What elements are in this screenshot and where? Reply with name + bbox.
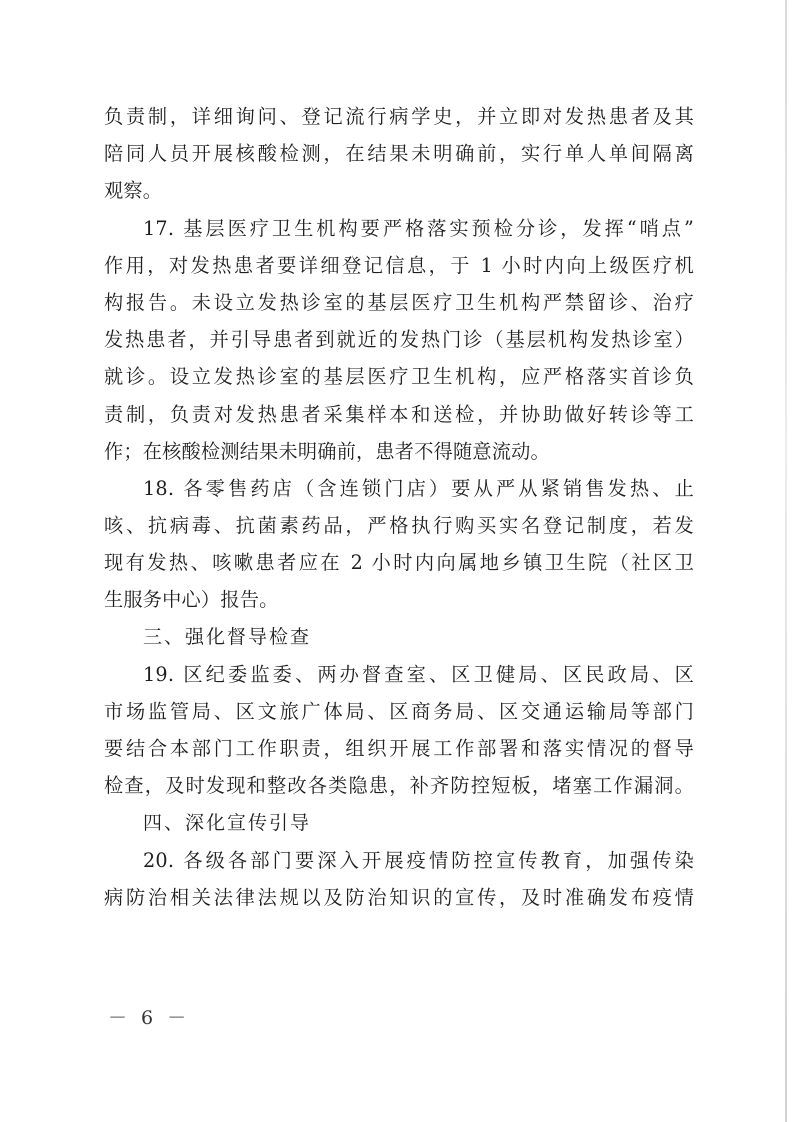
text-line: 负责制，详细询问、登记流行病学史，并立即对发热患者及其 [104, 105, 694, 128]
text-line: 18. 各零售药店（含连锁门店）要从严从紧销售发热、止 [143, 476, 694, 500]
section-heading: 三、强化督导检查 [143, 625, 312, 648]
scan-edge-shadow [785, 0, 787, 1122]
text-line: 就诊。设立发热诊室的基层医疗卫生机构，应严格落实首诊负 [104, 365, 694, 389]
page-number: － 6 － [108, 1007, 191, 1029]
text-line: 咳、抗病毒、抗菌素药品，严格执行购买实名登记制度，若发 [104, 514, 694, 538]
text-line: 作用，对发热患者要详细登记信息，于 1 小时内向上级医疗机 [104, 253, 694, 277]
document-body [104, 98, 694, 916]
text-line: 构报告。未设立发热诊室的基层医疗卫生机构严禁留诊、治疗 [104, 290, 694, 314]
text-line: 17. 基层医疗卫生机构要严格落实预检分诊，发挥“哨点” [143, 216, 694, 240]
text-line: 生服务中心）报告。 [104, 588, 279, 612]
section-heading: 四、深化宣传引导 [143, 811, 312, 834]
text-line: 现有发热、咳嗽患者应在 2 小时内向属地乡镇卫生院（社区卫 [104, 551, 694, 575]
text-line: 作；在核酸检测结果未明确前，患者不得随意流动。 [104, 439, 550, 463]
text-line: 市场监管局、区文旅广体局、区商务局、区交通运输局等部门 [104, 700, 694, 723]
text-line: 病防治相关法律法规以及防治知识的宣传，及时准确发布疫情 [104, 885, 694, 909]
text-line: 发热患者，并引导患者到就近的发热门诊（基层机构发热诊室） [104, 328, 694, 352]
text-line: 要结合本部门工作职责，组织开展工作部署和落实情况的督导 [104, 737, 694, 761]
text-line: 陪同人员开展核酸检测，在结果未明确前，实行单人单间隔离 [104, 142, 694, 166]
text-line: 责制，负责对发热患者采集样本和送检，并协助做好转诊等工 [104, 402, 694, 426]
text-line: 检查，及时发现和整改各类隐患，补齐防控短板，堵塞工作漏洞。 [104, 774, 694, 798]
text-line: 观察。 [104, 179, 163, 203]
text-line: 19. 区纪委监委、两办督查室、区卫健局、区民政局、区 [143, 662, 694, 686]
text-line: 20. 各级各部门要深入开展疫情防控宣传教育，加强传染 [143, 848, 694, 872]
